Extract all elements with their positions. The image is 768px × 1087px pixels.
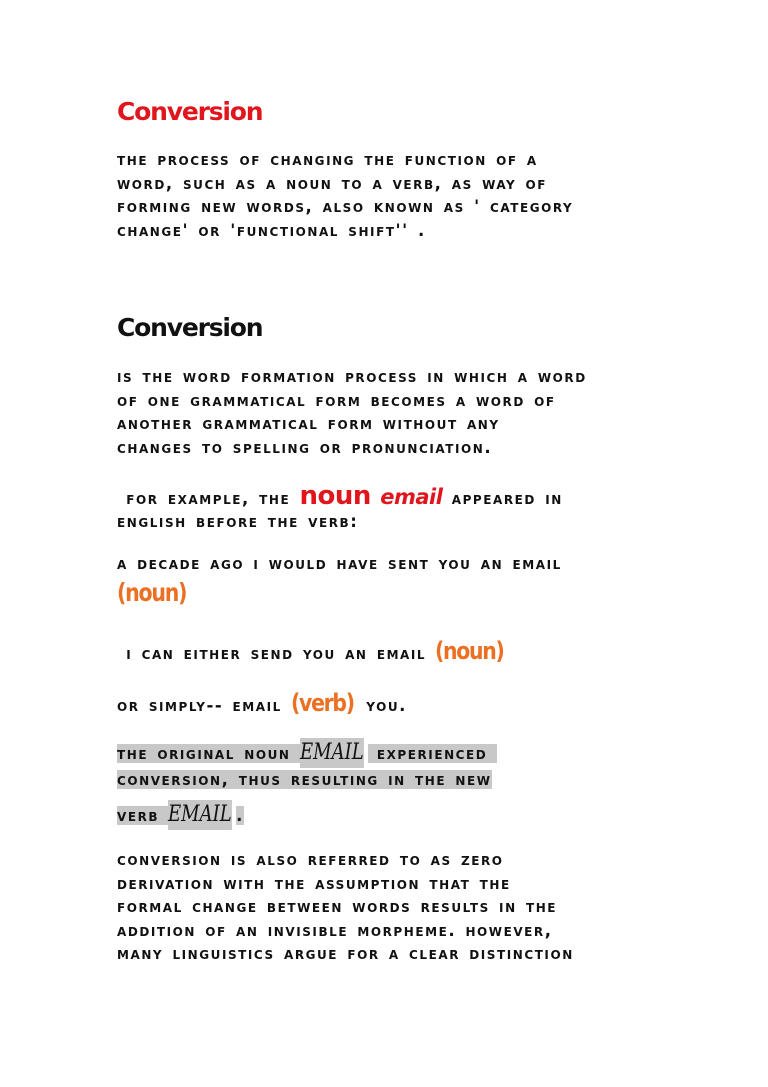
highlight-text: the original noun [117, 744, 291, 763]
paragraph-line: forming new words, also known as ' category [117, 197, 574, 216]
paragraph-line: is the word formation process in which a word [117, 367, 587, 386]
simply-verb-tag: (verb) [291, 689, 354, 717]
zero-derivation-paragraph [117, 848, 574, 966]
example-line-1 [117, 482, 563, 510]
paragraph-line: addition of an invisible morpheme. however, [117, 920, 553, 940]
simply-text-end: you. [366, 696, 407, 715]
email-emphasis: EMAIL [300, 738, 364, 768]
noun-label: noun [299, 481, 371, 511]
decade-noun-tag: (noun) [117, 578, 187, 607]
example-line-2: english before the verb: [117, 512, 359, 531]
either-sentence [117, 636, 516, 669]
paragraph-line: change' or 'functional shift'' . [117, 220, 426, 240]
paragraph-line: word, such as a noun to a verb, as way of [117, 173, 548, 193]
example-text: for example, the [126, 489, 291, 508]
highlighted-paragraph [117, 738, 497, 830]
paragraph-line: formal change between words results in the [117, 897, 558, 916]
either-noun-tag: (noun) [435, 637, 505, 665]
email-label: email [380, 485, 443, 509]
decade-sentence: a decade ago i would have sent you an email [117, 554, 562, 573]
paragraph-line: the process of changing the function of a [117, 150, 538, 169]
highlight-text: verb [117, 806, 160, 825]
email-emphasis: EMAIL [168, 800, 232, 830]
simply-sentence [117, 688, 407, 721]
highlight-text: . [236, 806, 244, 825]
paragraph-line: changes to spelling or pronunciation. [117, 437, 493, 457]
section-heading-conversion-red: Conversion [117, 97, 263, 126]
definition-paragraph-2 [117, 365, 587, 459]
paragraph-line: another grammatical form without any [117, 414, 500, 433]
example-paragraph [117, 482, 563, 534]
highlight-line-2 [117, 766, 497, 800]
section-heading-conversion: Conversion [117, 313, 263, 342]
either-text: i can either send you an email [126, 644, 427, 663]
simply-text: or simply-- email [117, 696, 282, 715]
example-text: appeared in [451, 489, 563, 508]
highlight-text: experienced [376, 744, 488, 763]
highlight-line-1 [117, 738, 497, 766]
paragraph-line: of one grammatical form becomes a word of [117, 390, 556, 410]
highlight-text: conversion, thus resulting in the new [117, 770, 492, 789]
paragraph-line: derivation with the assumption that the [117, 873, 511, 893]
paragraph-line: many linguistics argue for a clear distinction [117, 944, 574, 963]
paragraph-line: conversion is also referred to as zero [117, 850, 504, 869]
highlight-line-3 [117, 800, 497, 830]
definition-paragraph-1 [117, 148, 573, 242]
